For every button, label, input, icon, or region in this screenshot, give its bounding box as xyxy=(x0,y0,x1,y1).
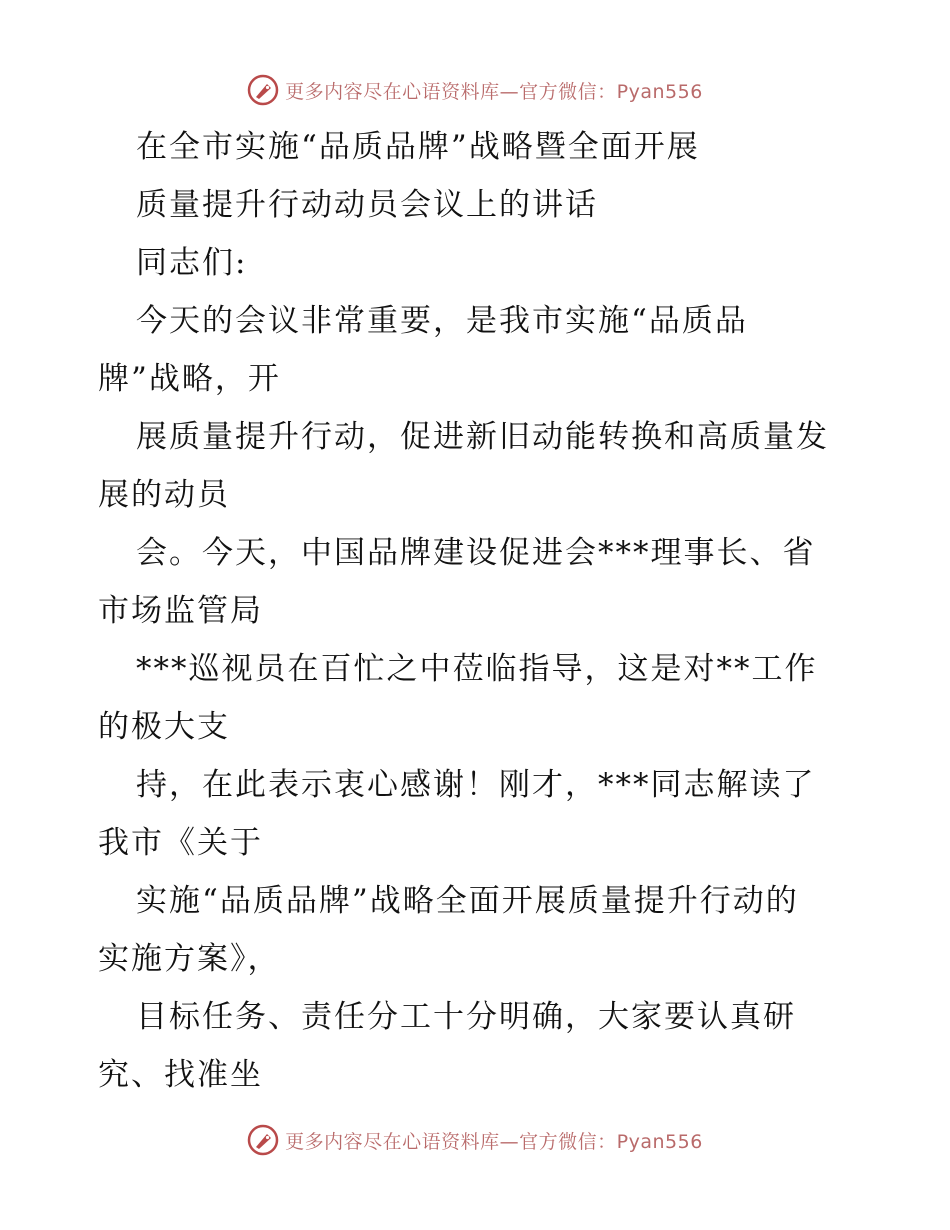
pen-nib-icon xyxy=(247,1124,279,1156)
footer-watermark xyxy=(0,1120,950,1160)
text-line: 会。今天，中国品牌建设促进会***理事长、省 xyxy=(136,535,816,571)
header-watermark xyxy=(0,70,950,110)
pen-nib-icon xyxy=(247,74,279,106)
text-line: 质量提升行动动员会议上的讲话 xyxy=(136,187,598,223)
text-line: ***巡视员在百忙之中莅临指导，这是对**工作 xyxy=(136,651,818,687)
text-line: 在全市实施“品质品牌”战略暨全面开展 xyxy=(136,129,700,165)
text-line: 今天的会议非常重要，是我市实施“品质品 xyxy=(136,303,748,339)
text-line: 实施“品质品牌”战略全面开展质量提升行动的 xyxy=(136,883,799,919)
text-line: 展的动员 xyxy=(98,477,230,513)
watermark-text: 更多内容尽在心语资料库—官方微信：Pyan556 xyxy=(285,80,703,103)
text-line: 持，在此表示衷心感谢！刚才，***同志解读了 xyxy=(136,767,816,803)
text-line: 同志们: xyxy=(136,245,248,281)
text-line: 的极大支 xyxy=(98,709,230,745)
document-body xyxy=(98,118,858,1104)
text-line: 展质量提升行动，促进新旧动能转换和高质量发 xyxy=(136,419,829,455)
text-line: 目标任务、责任分工十分明确，大家要认真研 xyxy=(136,999,796,1035)
watermark-text: 更多内容尽在心语资料库—官方微信：Pyan556 xyxy=(285,1130,703,1153)
text-line: 牌”战略，开 xyxy=(98,361,281,397)
text-line: 实施方案》， xyxy=(98,941,281,977)
text-line: 我市《关于 xyxy=(98,825,263,861)
text-line: 市场监管局 xyxy=(98,593,263,629)
text-line: 究、找准坐 xyxy=(98,1057,263,1093)
